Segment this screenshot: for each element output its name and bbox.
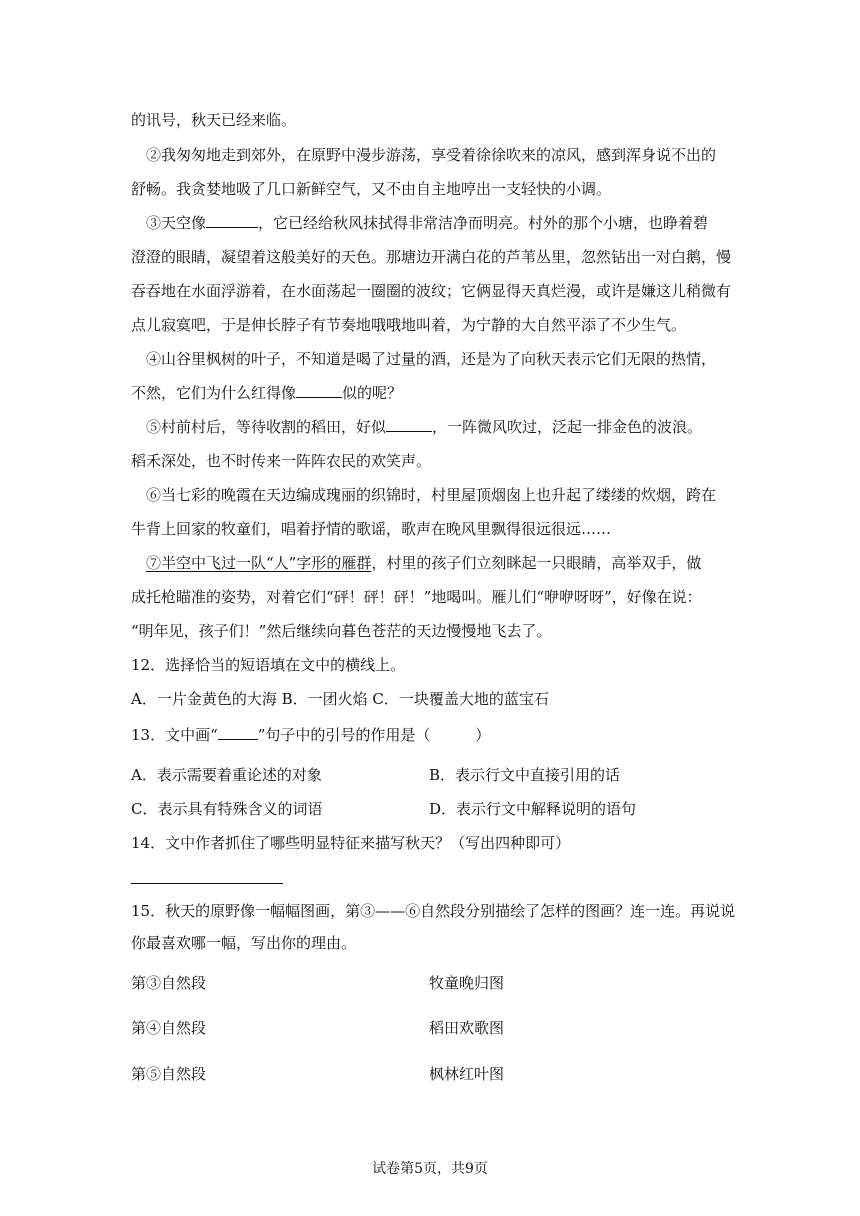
question-13 bbox=[131, 724, 490, 746]
paragraph-7-text-b: ，村里的孩子们立刻眯起一只眼睛，高举双手，做 bbox=[371, 554, 702, 572]
underlined-sentence: ⑦半空中飞过一队“人”字形的雁群 bbox=[146, 554, 372, 572]
match-left-item: 第⑤自然段 bbox=[131, 1065, 207, 1083]
match-left-item: 第③自然段 bbox=[131, 974, 207, 992]
paragraph-6-line-2: 牛背上回家的牧童们，唱着抒情的歌谣，歌声在晚风里飘得很远很远…… bbox=[131, 520, 612, 538]
question-13-text-a: 13．文中画“ bbox=[131, 726, 218, 744]
match-right-item: 稻田欢歌图 bbox=[429, 1019, 505, 1037]
question-13-option-d: D．表示行文中解释说明的语句 bbox=[429, 800, 637, 818]
paragraph-5-text-a: ⑤村前村后，等待收割的稻田，好似 bbox=[146, 418, 387, 436]
paragraph-3-text-a: ③天空像 bbox=[146, 214, 207, 232]
paragraph-2-line-2: 舒畅。我贪婪地吸了几口新鲜空气，又不由自主地哼出一支轻快的小调。 bbox=[131, 180, 612, 198]
match-right-item: 牧童晚归图 bbox=[429, 974, 505, 992]
question-13-blank bbox=[218, 725, 258, 740]
paragraph-5-line-2: 稻禾深处，也不时传来一阵阵农民的欢笑声。 bbox=[131, 452, 432, 470]
paragraph-6-line-1: ⑥当七彩的晚霞在天边编成瑰丽的织锦时，村里屋顶烟囱上也升起了缕缕的炊烟，跨在 bbox=[146, 486, 717, 504]
question-12-options: A．一片金黄色的大海 B．一团火焰 C．一块覆盖大地的蓝宝石 bbox=[131, 690, 549, 708]
fill-blank-3 bbox=[386, 417, 432, 432]
paragraph-3-line-4: 点儿寂寞吧，于是伸长脖子有节奏地哦哦地叫着，为宁静的大自然平添了不少生气。 bbox=[131, 316, 687, 334]
answer-line[interactable] bbox=[131, 883, 283, 884]
paragraph-7-line-3: “明年见，孩子们！”然后继续向暮色苍茫的天边慢慢地飞去了。 bbox=[131, 622, 552, 640]
paragraph-3-line-2: 澄澄的眼睛，凝望着这般美好的天色。那塘边开满白花的芦苇丛里，忽然钻出一对白鹅，慢 bbox=[131, 248, 732, 266]
paragraph-4-line-2 bbox=[131, 382, 402, 404]
paragraph-4-text-b: 似的呢？ bbox=[342, 384, 403, 402]
paragraph-5-line-1 bbox=[146, 416, 702, 438]
question-15-line-2: 你最喜欢哪一幅，写出你的理由。 bbox=[131, 934, 357, 952]
paragraph-3-line-1 bbox=[146, 212, 708, 234]
match-left-item: 第④自然段 bbox=[131, 1019, 207, 1037]
paragraph-4-line-1: ④山谷里枫树的叶子，不知道是喝了过量的酒，还是为了向秋天表示它们无限的热情， bbox=[146, 350, 717, 368]
page-footer: 试卷第5页，共9页 bbox=[372, 1161, 488, 1177]
paragraph-4-text-a: 不然，它们为什么红得像 bbox=[131, 384, 297, 402]
fill-blank-1 bbox=[206, 213, 258, 228]
fill-blank-2 bbox=[296, 383, 342, 398]
question-14: 14．文中作者抓住了哪些明显特征来描写秋天？（写出四种即可） bbox=[131, 834, 571, 852]
question-15-line-1: 15．秋天的原野像一幅幅图画，第③——⑥自然段分别描绘了怎样的图画？连一连。再说说 bbox=[131, 902, 736, 920]
question-13-option-b: B．表示行文中直接引用的话 bbox=[429, 766, 621, 784]
paragraph-7-line-1 bbox=[146, 552, 701, 574]
question-13-option-c: C．表示具有特殊含义的词语 bbox=[131, 800, 323, 818]
paragraph-2-line-1: ②我匆匆地走到郊外，在原野中漫步游荡，享受着徐徐吹来的凉风，感到浑身说不出的 bbox=[146, 146, 717, 164]
question-13-option-a: A．表示需要着重论述的对象 bbox=[131, 766, 322, 784]
paragraph-5-text-b: ，一阵微风吹过，泛起一排金色的波浪。 bbox=[432, 418, 703, 436]
paragraph-3-line-3: 吞吞地在水面浮游着，在水面荡起一圈圈的波纹；它俩显得天真烂漫，或许是嫌这儿稍微有 bbox=[131, 282, 732, 300]
question-12: 12．选择恰当的短语填在文中的横线上。 bbox=[131, 656, 406, 674]
match-right-item: 枫林红叶图 bbox=[429, 1065, 505, 1083]
paragraph-3-text-b: ，它已经给秋风抹拭得非常洁净而明亮。村外的那个小塘，也睁着碧 bbox=[258, 214, 709, 232]
passage-line: 的讯号，秋天已经来临。 bbox=[131, 111, 297, 129]
question-13-text-b: ”句子中的引号的作用是（ ） bbox=[257, 726, 491, 744]
paragraph-7-line-2: 成托枪瞄准的姿势，对着它们“砰！砰！砰！”地喝叫。雁儿们“咿咿呀呀”，好像在说： bbox=[131, 588, 702, 606]
